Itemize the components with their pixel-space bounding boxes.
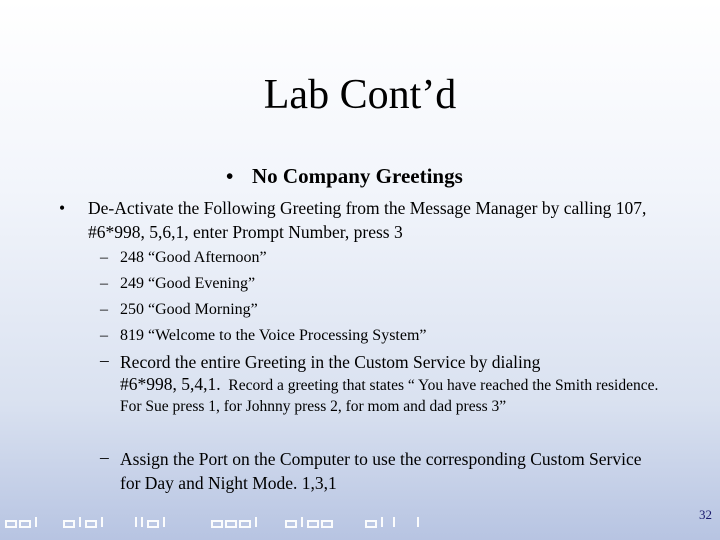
- dash-icon: –: [100, 275, 108, 292]
- assign-step: [100, 447, 660, 495]
- list-item: [100, 245, 660, 271]
- main-bullet-text: De-Activate the Following Greeting from the Message Manager by calling 107, #6*998, 5,6,1, enter Prompt Number, press 3: [88, 198, 647, 242]
- dash-icon: –: [100, 301, 108, 318]
- list-item: [100, 271, 660, 297]
- page-number: 32: [699, 507, 712, 522]
- greeting-text: 248 “Good Afternoon”: [120, 249, 267, 266]
- list-item: [100, 323, 660, 349]
- subheading-text: No Company Greetings: [252, 164, 463, 188]
- assign-step-text: Assign the Port on the Computer to use the corresponding Custom Service for Day and Night Mode. 1,3,1: [120, 449, 642, 493]
- greeting-list: [100, 245, 660, 349]
- dash-icon: –: [100, 350, 109, 370]
- record-step: [100, 350, 660, 417]
- bullet-icon: •: [226, 164, 234, 188]
- binary-decoration-icon: [0, 512, 480, 530]
- greeting-text: 819 “Welcome to the Voice Processing System”: [120, 327, 427, 344]
- record-step-detail: [120, 374, 660, 417]
- dash-icon: –: [100, 447, 109, 467]
- record-step-instructions: Record a greeting that states “ You have reached the Smith residence. For Sue press 1, for Johnny press 2, for mom and dad press 3”: [120, 377, 659, 415]
- record-step-lead: Record the entire Greeting in the Custom Service by dialing: [120, 352, 541, 372]
- subheading: [226, 162, 463, 190]
- greeting-text: 250 “Good Morning”: [120, 301, 258, 318]
- greeting-text: 249 “Good Evening”: [120, 275, 256, 292]
- dash-icon: –: [100, 327, 108, 344]
- bullet-icon: •: [59, 198, 66, 218]
- main-bullet-item: [59, 196, 659, 244]
- record-step-codes: #6*998, 5,4,1.: [120, 374, 221, 394]
- list-item: [100, 297, 660, 323]
- dash-icon: –: [100, 249, 108, 266]
- slide-title: Lab Cont’d: [263, 72, 457, 118]
